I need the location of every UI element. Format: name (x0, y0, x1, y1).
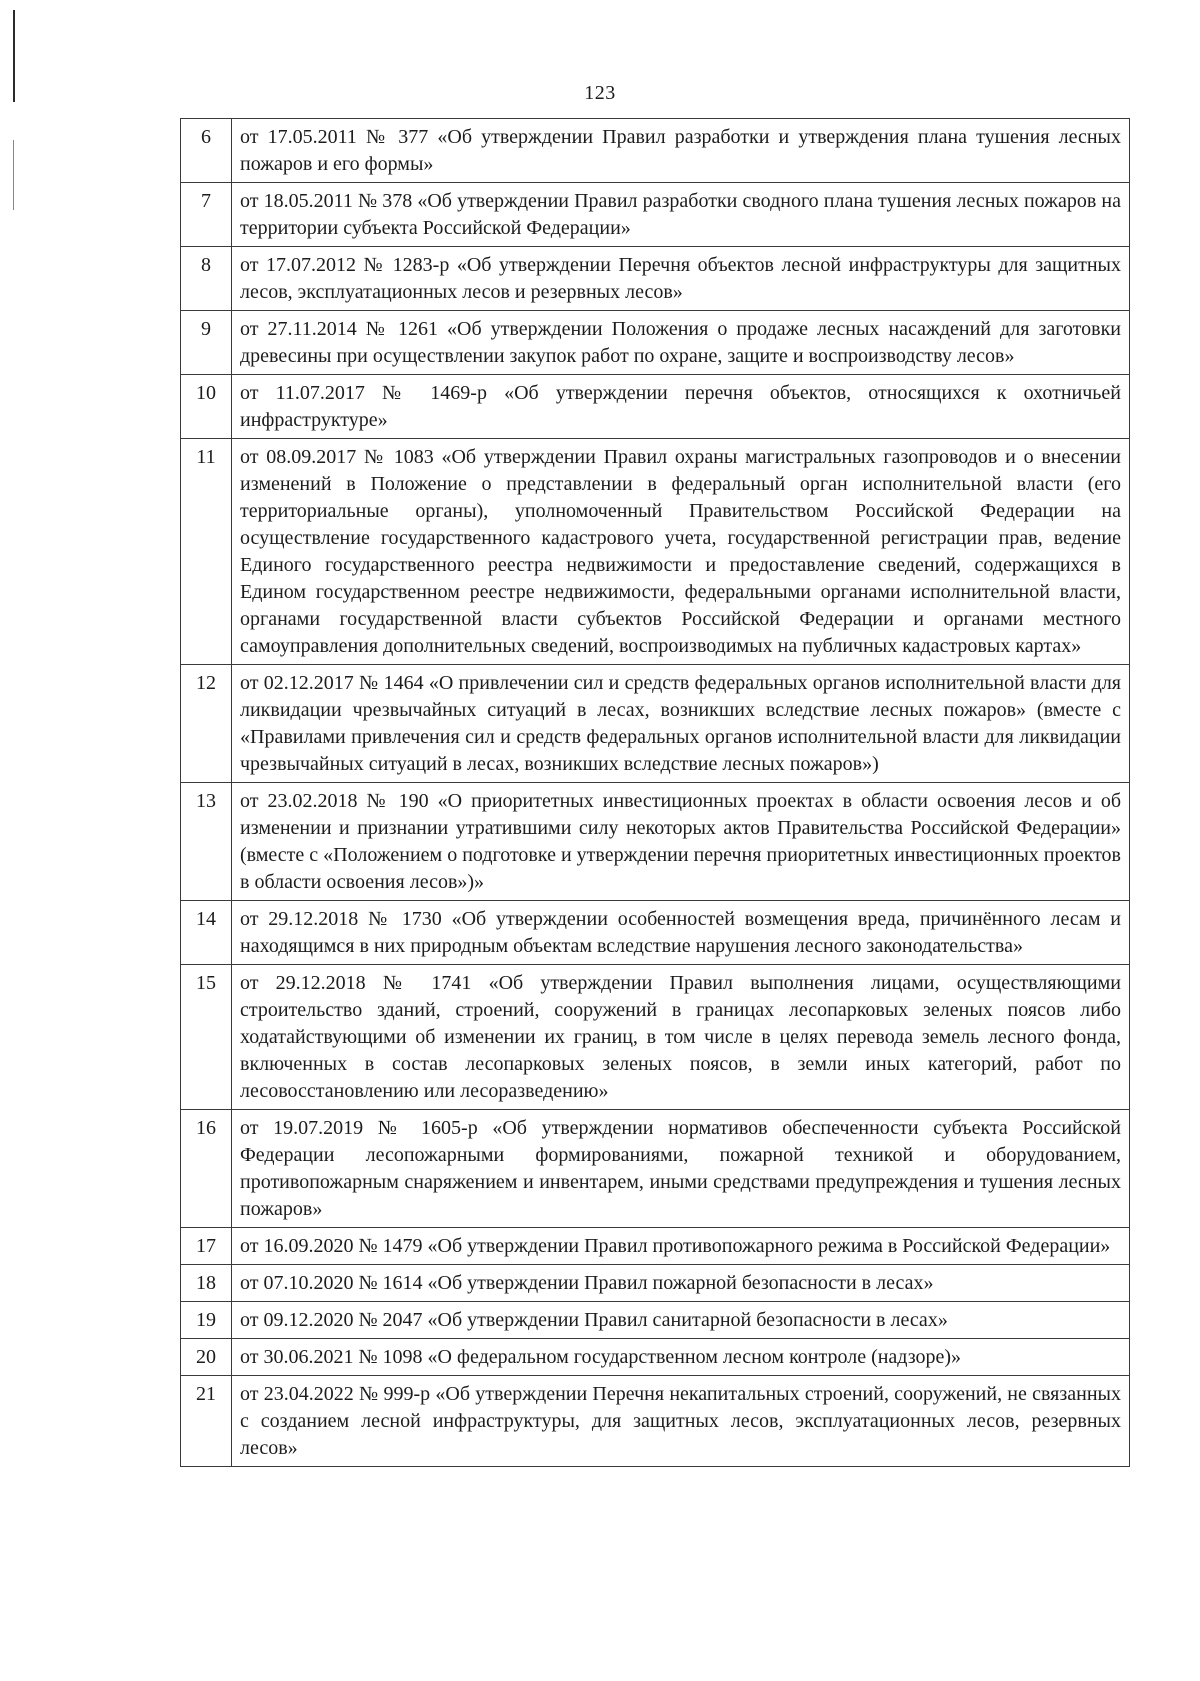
table-row (181, 783, 1130, 901)
row-number: 17 (181, 1228, 232, 1265)
row-number: 15 (181, 965, 232, 1110)
act-description: от 30.06.2021 № 1098 «О федеральном государственном лесном контроле (надзоре)» (232, 1339, 1130, 1376)
table-row (181, 1339, 1130, 1376)
act-description: от 17.07.2012 № 1283-р «Об утверждении Перечня объектов лесной инфраструктуры для защитных лесов, эксплуатационных лесов и резервных лесов» (232, 247, 1130, 311)
table-row (181, 1376, 1130, 1467)
act-description: от 19.07.2019 № 1605-р «Об утверждении нормативов обеспеченности субъекта Российской Федерации лесопожарными формированиями, пожарной техникой и оборудованием, противопожарным снаряжением и инвентарем, иными средствами предупреждения и тушения лесных пожаров» (232, 1110, 1130, 1228)
table-row (181, 1110, 1130, 1228)
table-row (181, 375, 1130, 439)
act-description: от 16.09.2020 № 1479 «Об утверждении Правил противопожарного режима в Российской Федерации» (232, 1228, 1130, 1265)
table-row (181, 1302, 1130, 1339)
act-description: от 27.11.2014 № 1261 «Об утверждении Положения о продаже лесных насаждений для заготовки древесины при осуществлении закупок работ по охране, защите и воспроизводству лесов» (232, 311, 1130, 375)
act-description: от 29.12.2018 № 1741 «Об утверждении Правил выполнения лицами, осуществляющими строительство зданий, строений, сооружений в границах лесопарковых зеленых поясов либо ходатайствующими об изменении их границ, в том числе в целях перевода земель лесного фонда, включенных в состав лесопарковых зеленых поясов, в земли иных категорий, работ по лесовосстановлению или лесоразведению» (232, 965, 1130, 1110)
row-number: 20 (181, 1339, 232, 1376)
act-description: от 18.05.2011 № 378 «Об утверждении Правил разработки сводного плана тушения лесных пожаров на территории субъекта Российской Федерации» (232, 183, 1130, 247)
row-number: 16 (181, 1110, 232, 1228)
table-row (181, 1265, 1130, 1302)
row-number: 9 (181, 311, 232, 375)
act-description: от 23.02.2018 № 190 «О приоритетных инвестиционных проектах в области освоения лесов и об изменении и признании утратившими силу некоторых актов Правительства Российской Федерации» (вместе с «Положением о подготовке и утверждении перечня приоритетных инвестиционных проектов в области освоения лесов»)» (232, 783, 1130, 901)
table-row (181, 439, 1130, 665)
scan-edge-mark-faint (13, 140, 14, 210)
row-number: 13 (181, 783, 232, 901)
row-number: 19 (181, 1302, 232, 1339)
table-body (181, 119, 1130, 1467)
act-description: от 08.09.2017 № 1083 «Об утверждении Правил охраны магистральных газопроводов и о внесении изменений в Положение о представлении в федеральный орган исполнительной власти (его территориальные органы), уполномоченный Правительством Российской Федерации на осуществление государственного кадастрового учета, государственной регистрации прав, ведение Единого государственного реестра недвижимости и предоставление сведений, содержащихся в Едином государственном реестре недвижимости, федеральными органами исполнительной власти, органами государственной власти субъектов Российской Федерации и органами местного самоуправления дополнительных сведений, воспроизводимых на публичных кадастровых картах» (232, 439, 1130, 665)
table-row (181, 119, 1130, 183)
row-number: 8 (181, 247, 232, 311)
row-number: 11 (181, 439, 232, 665)
act-description: от 07.10.2020 № 1614 «Об утверждении Правил пожарной безопасности в лесах» (232, 1265, 1130, 1302)
row-number: 10 (181, 375, 232, 439)
act-description: от 29.12.2018 № 1730 «Об утверждении особенностей возмещения вреда, причинённого лесам и находящимся в них природным объектам вследствие нарушения лесного законодательства» (232, 901, 1130, 965)
act-description: от 09.12.2020 № 2047 «Об утверждении Правил санитарной безопасности в лесах» (232, 1302, 1130, 1339)
legal-acts-table (180, 118, 1130, 1467)
table-row (181, 665, 1130, 783)
row-number: 12 (181, 665, 232, 783)
act-description: от 23.04.2022 № 999-р «Об утверждении Перечня некапитальных строений, сооружений, не связанных с созданием лесной инфраструктуры, для защитных лесов, эксплуатационных лесов, резервных лесов» (232, 1376, 1130, 1467)
table-row (181, 1228, 1130, 1265)
act-description: от 02.12.2017 № 1464 «О привлечении сил и средств федеральных органов исполнительной власти для ликвидации чрезвычайных ситуаций в лесах, возникших вследствие лесных пожаров» (вместе с «Правилами привлечения сил и средств федеральных органов исполнительной власти для ликвидации чрезвычайных ситуаций в лесах, возникших вследствие лесных пожаров») (232, 665, 1130, 783)
row-number: 21 (181, 1376, 232, 1467)
row-number: 7 (181, 183, 232, 247)
table-row (181, 183, 1130, 247)
row-number: 14 (181, 901, 232, 965)
row-number: 18 (181, 1265, 232, 1302)
table-row (181, 901, 1130, 965)
act-description: от 11.07.2017 № 1469-р «Об утверждении перечня объектов, относящихся к охотничьей инфраструктуре» (232, 375, 1130, 439)
table-row (181, 311, 1130, 375)
page-number: 123 (584, 82, 616, 104)
act-description: от 17.05.2011 № 377 «Об утверждении Правил разработки и утверждения плана тушения лесных пожаров и его формы» (232, 119, 1130, 183)
row-number: 6 (181, 119, 232, 183)
table-row (181, 965, 1130, 1110)
table-row (181, 247, 1130, 311)
